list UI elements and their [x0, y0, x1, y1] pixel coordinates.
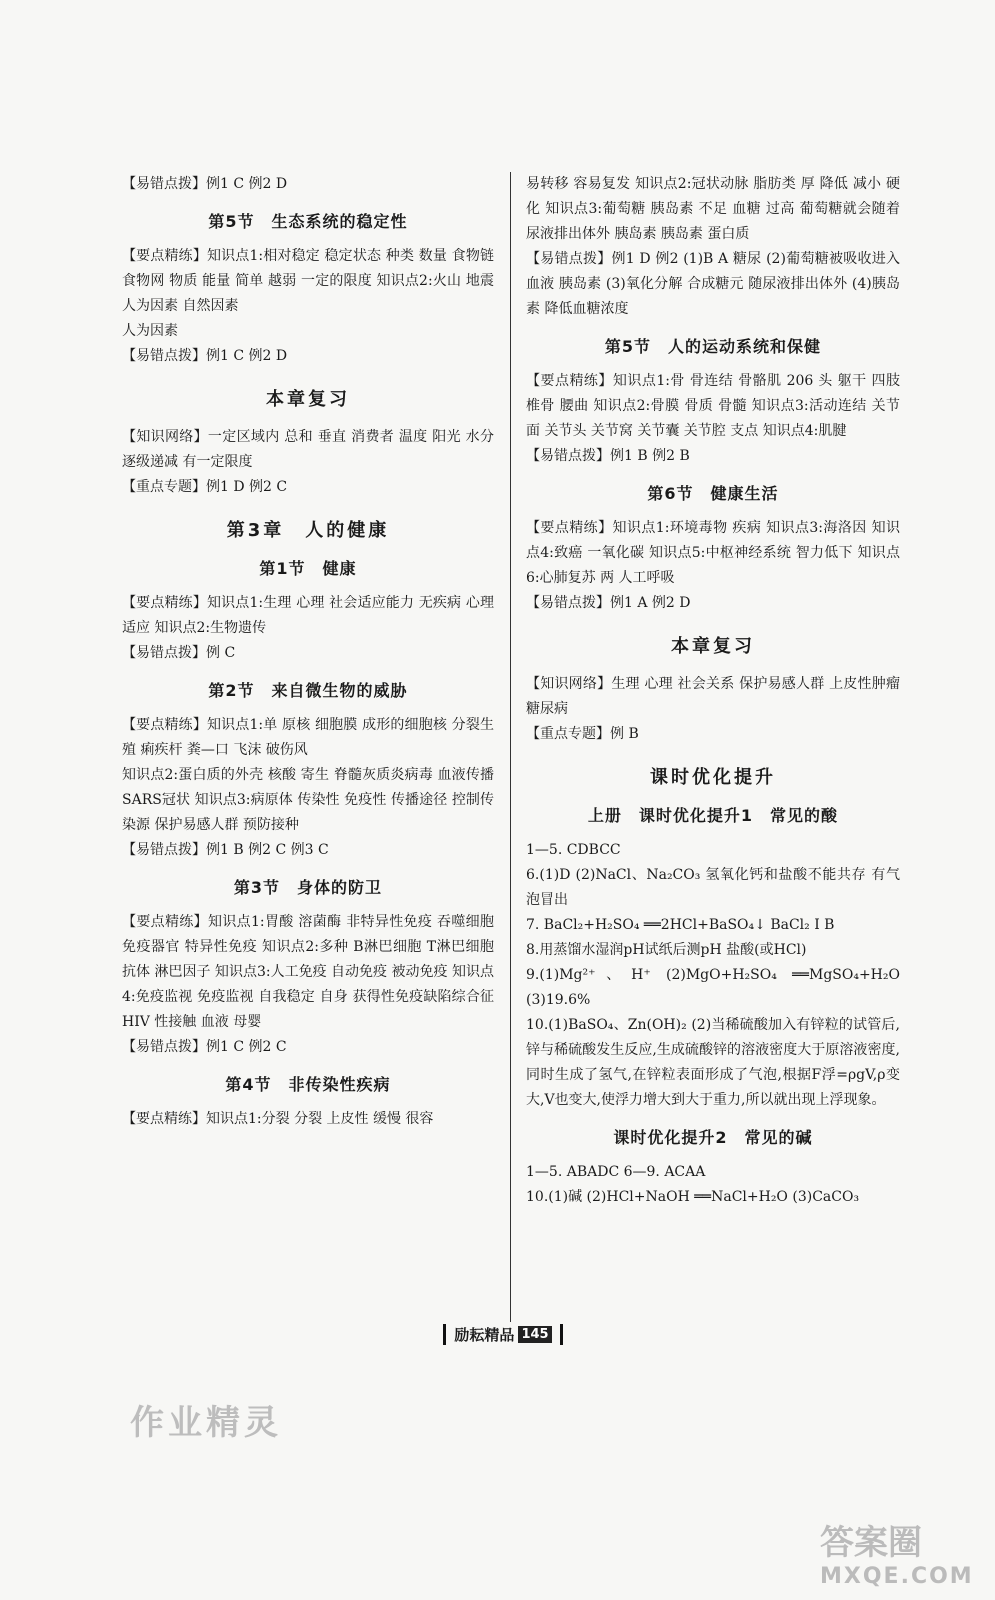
text-paragraph: 知识点2:蛋白质的外壳 核酸 寄生 脊髓灰质炎病毒 血液传播 SARS冠状 知识点3:病原体 传染性 免疫性 传播途径 控制传染源 保护易感人群 预防接种 [122, 767, 494, 833]
section-heading: 第1节 健康 [259, 559, 357, 578]
brand-mark [443, 1324, 562, 1345]
left-column [122, 172, 494, 1132]
text-paragraph: 【要点精练】知识点1:生理 心理 社会适应能力 无疾病 心理 适应 知识点2:生物遗传 [122, 595, 494, 636]
text-paragraph: 10.(1)碱 (2)HCl+NaOH ══NaCl+H₂O (3)CaCO₃ [526, 1189, 860, 1205]
text-paragraph: 【易错点拨】例1 B 例2 B [526, 448, 690, 464]
text-paragraph: 【易错点拨】例 C [122, 645, 236, 661]
text-paragraph: 【易错点拨】例1 D 例2 (1)B A 糖尿 (2)葡萄糖被吸收进入血液 胰岛素 (3)氧化分解 合成糖元 随尿液排出体外 (4)胰岛素 降低血糖浓度 [526, 251, 900, 317]
section-heading: 课时优化提升2 常见的碱 [613, 1128, 813, 1147]
text-paragraph: 9.(1)Mg²⁺、H⁺ (2)MgO+H₂SO₄ ══MgSO₄+H₂O (3)19.6% [526, 967, 900, 1008]
section-heading: 第5节 人的运动系统和保健 [604, 337, 822, 356]
text-paragraph: 6.(1)D (2)NaCl、Na₂CO₃ 氢氧化钙和盐酸不能共存 有气泡冒出 [526, 867, 900, 908]
text-paragraph: 【易错点拨】例1 C 例2 D [122, 176, 288, 192]
text-paragraph: 【重点专题】例 B [526, 726, 639, 742]
section-heading: 第6节 健康生活 [647, 484, 779, 503]
text-paragraph: 1—5. ABADC 6—9. ACAA [526, 1164, 706, 1180]
watermark-logo [820, 1515, 980, 1590]
text-paragraph: 【知识网络】一定区域内 总和 垂直 消费者 温度 阳光 水分 逐级递减 有一定限度 [122, 429, 494, 470]
text-paragraph: 8.用蒸馏水湿润pH试纸后测pH 盐酸(或HCl) [526, 942, 807, 958]
text-paragraph: 【要点精练】知识点1:单 原核 细胞膜 成形的细胞核 分裂生殖 痢疾杆 粪—口 飞沫 破伤风 [122, 717, 494, 758]
right-column [526, 172, 900, 1210]
column-divider [510, 172, 511, 1322]
text-paragraph: 【知识网络】生理 心理 社会关系 保护易感人群 上皮性肿瘤 糖尿病 [526, 676, 900, 717]
text-paragraph: 【要点精练】知识点1:相对稳定 稳定状态 种类 数量 食物链 食物网 物质 能量 简单 越弱 一定的限度 知识点2:火山 地震 人为因素 自然因素 [122, 248, 494, 314]
chapter-heading: 本章复习 [671, 636, 755, 657]
text-paragraph: 1—5. CDBCC [526, 842, 621, 858]
text-paragraph: 【易错点拨】例1 A 例2 D [526, 595, 691, 611]
text-paragraph: 【要点精练】知识点1:骨 骨连结 骨骼肌 206 头 躯干 四肢 椎骨 腰曲 知识点2:骨膜 骨质 骨髓 知识点3:活动连结 关节面 关节头 关节窝 关节囊 关节腔 支点 知识点4:肌腱 [526, 373, 900, 439]
section-heading: 上册 课时优化提升1 常见的酸 [587, 806, 839, 825]
watermark-title: 答案圈 [820, 1523, 922, 1563]
text-paragraph: 【要点精练】知识点1:胃酸 溶菌酶 非特异性免疫 吞噬细胞 免疫器官 特异性免疫 知识点2:多种 B淋巴细胞 T淋巴细胞 抗体 淋巴因子 知识点3:人工免疫 自动免疫 被动免疫 知识点4:免疫监视 免疫监视 自我稳定 自身 获得性免疫缺陷综合征 HIV 性接触 血液 母婴 [122, 914, 494, 1030]
text-paragraph: 【易错点拨】例1 C 例2 D [122, 348, 288, 364]
chapter-heading: 本章复习 [266, 389, 350, 410]
brand-name: 励耘精品 [454, 1325, 515, 1344]
text-paragraph: 人为因素 [122, 323, 178, 339]
section-heading: 第3节 身体的防卫 [233, 878, 383, 897]
chapter-heading: 第3章 人的健康 [226, 520, 390, 541]
text-paragraph: 【要点精练】知识点1:分裂 分裂 上皮性 缓慢 很容 [122, 1111, 434, 1127]
chapter-heading: 课时优化提升 [650, 767, 776, 788]
page-footer [428, 1322, 578, 1346]
watermark-url: MXQE.COM [820, 1564, 974, 1589]
section-heading: 第5节 生态系统的稳定性 [208, 212, 408, 231]
text-paragraph: 易转移 容易复发 知识点2:冠状动脉 脂肪类 厚 降低 减小 硬化 知识点3:葡萄糖 胰岛素 不足 血糖 过高 葡萄糖就会随着尿液排出体外 胰岛素 胰岛素 蛋白质 [526, 176, 900, 242]
section-heading: 第2节 来自微生物的威胁 [208, 681, 408, 700]
text-paragraph: 7. BaCl₂+H₂SO₄ ══2HCl+BaSO₄↓ BaCl₂ Ⅰ B [526, 917, 835, 933]
section-heading: 第4节 非传染性疾病 [225, 1075, 391, 1094]
text-paragraph: 【重点专题】例1 D 例2 C [122, 479, 288, 495]
text-paragraph: 【要点精练】知识点1:环境毒物 疾病 知识点3:海洛因 知识点4:致癌 一氧化碳 知识点5:中枢神经系统 智力低下 知识点6:心肺复苏 两 人工呼吸 [526, 520, 900, 586]
stamp-mark: 作业精灵 [130, 1403, 282, 1443]
text-paragraph: 10.(1)BaSO₄、Zn(OH)₂ (2)当稀硫酸加入有锌粒的试管后,锌与稀硫酸发生反应,生成硫酸锌的溶液密度大于原溶液密度,同时生成了氢气,在锌粒表面形成了气泡,根据F浮=ρgV,ρ变大,V也变大,使浮力增大到大于重力,所以就出现上浮现象。 [526, 1017, 900, 1108]
text-paragraph: 【易错点拨】例1 B 例2 C 例3 C [122, 842, 329, 858]
text-paragraph: 【易错点拨】例1 C 例2 C [122, 1039, 287, 1055]
page-number: 145 [518, 1326, 551, 1343]
